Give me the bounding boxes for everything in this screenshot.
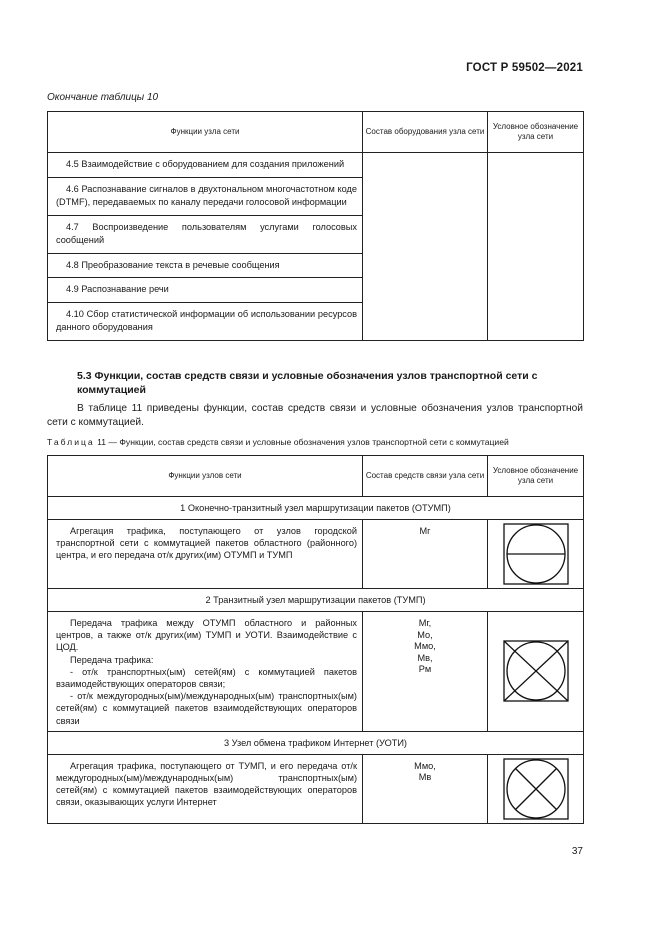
equipment-item: Рм bbox=[418, 664, 432, 674]
tump-symbol-icon bbox=[503, 640, 569, 702]
header-symbol: Условное обозначение узла сети bbox=[488, 112, 584, 153]
table-row bbox=[48, 520, 584, 589]
function-cell: 4.7 Воспроизведение пользователям услугами голосовых сообщений bbox=[48, 215, 363, 253]
function-cell: 4.6 Распознавание сигналов в двухтональном многочастотном коде (DTMF), передаваемых по каналу передачи голосовой информации bbox=[48, 177, 363, 215]
document-code: ГОСТ Р 59502—2021 bbox=[466, 62, 583, 74]
table-row bbox=[48, 153, 584, 178]
table-header-row bbox=[48, 456, 584, 497]
function-cell: 4.8 Преобразование текста в речевые сообщения bbox=[48, 253, 363, 278]
function-text: Передача трафика: bbox=[70, 654, 154, 665]
group-row-uoti bbox=[48, 731, 584, 754]
page-number: 37 bbox=[571, 846, 583, 857]
function-cell: 4.5 Взаимодействие с оборудованием для создания приложений bbox=[48, 153, 363, 178]
equipment-item: Мг, bbox=[418, 618, 432, 628]
table10-caption: Окончание таблицы 10 bbox=[47, 92, 159, 103]
uoti-symbol-icon bbox=[503, 758, 569, 820]
equipment-cell bbox=[363, 153, 488, 341]
table-11 bbox=[47, 455, 584, 824]
header-equipment: Состав оборудования узла сети bbox=[363, 112, 488, 153]
header-symbol: Условное обозначение узла сети bbox=[488, 456, 584, 497]
table11-caption-label: Таблица bbox=[47, 437, 95, 447]
table11-caption bbox=[47, 437, 509, 447]
function-text: Передача трафика между ОТУМП областного и районных центров, а также от/к других(им) ТУМП и УОТИ. Взаимодействие с ЦОД. bbox=[56, 618, 357, 653]
equipment-cell bbox=[363, 520, 488, 589]
symbol-cell bbox=[488, 612, 584, 732]
function-cell: 4.10 Сбор статистической информации об использовании ресурсов данного оборудования bbox=[48, 302, 363, 340]
function-text: Агрегация трафика, поступающего от ТУМП, и его передача от/к междугородных(ым)/международных(ым) транспортных(ым) сетей(ям) с коммутацией пакетов взаимодействующих операторов связи, оказывающих услуги Интернет bbox=[56, 760, 357, 808]
equipment-item: Ммо, bbox=[414, 760, 436, 771]
group-row-otump bbox=[48, 497, 584, 520]
function-cell: 4.9 Распознавание речи bbox=[48, 278, 363, 303]
table-row bbox=[48, 612, 584, 732]
symbol-cell bbox=[488, 754, 584, 823]
function-text: Агрегация трафика, поступающего от узлов городской транспортной сети с коммутацией пакетов областного (районного) центра, и его передача от/к других(им) ОТУМП и ТУМП bbox=[56, 526, 357, 561]
equipment-item: Мо, bbox=[417, 629, 433, 640]
section-title: 5.3 Функции, состав средств связи и условные обозначения узлов транспортной сети с коммутацией bbox=[77, 370, 538, 396]
equipment-cell bbox=[363, 612, 488, 732]
function-cell bbox=[48, 612, 363, 732]
group-row-tump bbox=[48, 589, 584, 612]
equipment-item: Мв bbox=[418, 772, 432, 783]
group-title: 2 Транзитный узел маршрутизации пакетов (ТУМП) bbox=[48, 589, 584, 612]
table-header-row bbox=[48, 112, 584, 153]
function-cell bbox=[48, 754, 363, 823]
equipment-item: Ммо, bbox=[414, 641, 436, 651]
function-cell bbox=[48, 520, 363, 589]
table11-caption-text: 11 — Функции, состав средств связи и условные обозначения узлов транспортной сети с коммутацией bbox=[97, 437, 509, 447]
header-functions: Функции узла сети bbox=[48, 112, 363, 153]
equipment-item: Мв, bbox=[417, 652, 433, 663]
symbol-cell bbox=[488, 520, 584, 589]
group-title: 1 Оконечно-транзитный узел маршрутизации пакетов (ОТУМП) bbox=[48, 497, 584, 520]
table-10 bbox=[47, 111, 584, 341]
header-equipment: Состав средств связи узла сети bbox=[363, 456, 488, 497]
symbol-cell bbox=[488, 153, 584, 341]
function-text: - от/к междугородных(ым)/международных(ым) транспортных(ым) сетей(ям) с коммутацией пакетов взаимодействующих операторов связи bbox=[56, 691, 357, 726]
header-functions: Функции узлов сети bbox=[48, 456, 363, 497]
equipment-cell bbox=[363, 754, 488, 823]
group-title: 3 Узел обмена трафиком Интернет (УОТИ) bbox=[48, 731, 584, 754]
equipment-item: Мг bbox=[419, 526, 431, 536]
otump-symbol-icon bbox=[503, 523, 569, 585]
function-text: - от/к транспортных(ым) сетей(ям) с коммутацией пакетов взаимодействующих операторов связи; bbox=[56, 666, 357, 690]
section-paragraph: В таблице 11 приведены функции, состав средств связи и условные обозначения узлов транспортной сети с коммутацией. bbox=[47, 403, 583, 428]
table-row bbox=[48, 754, 584, 823]
